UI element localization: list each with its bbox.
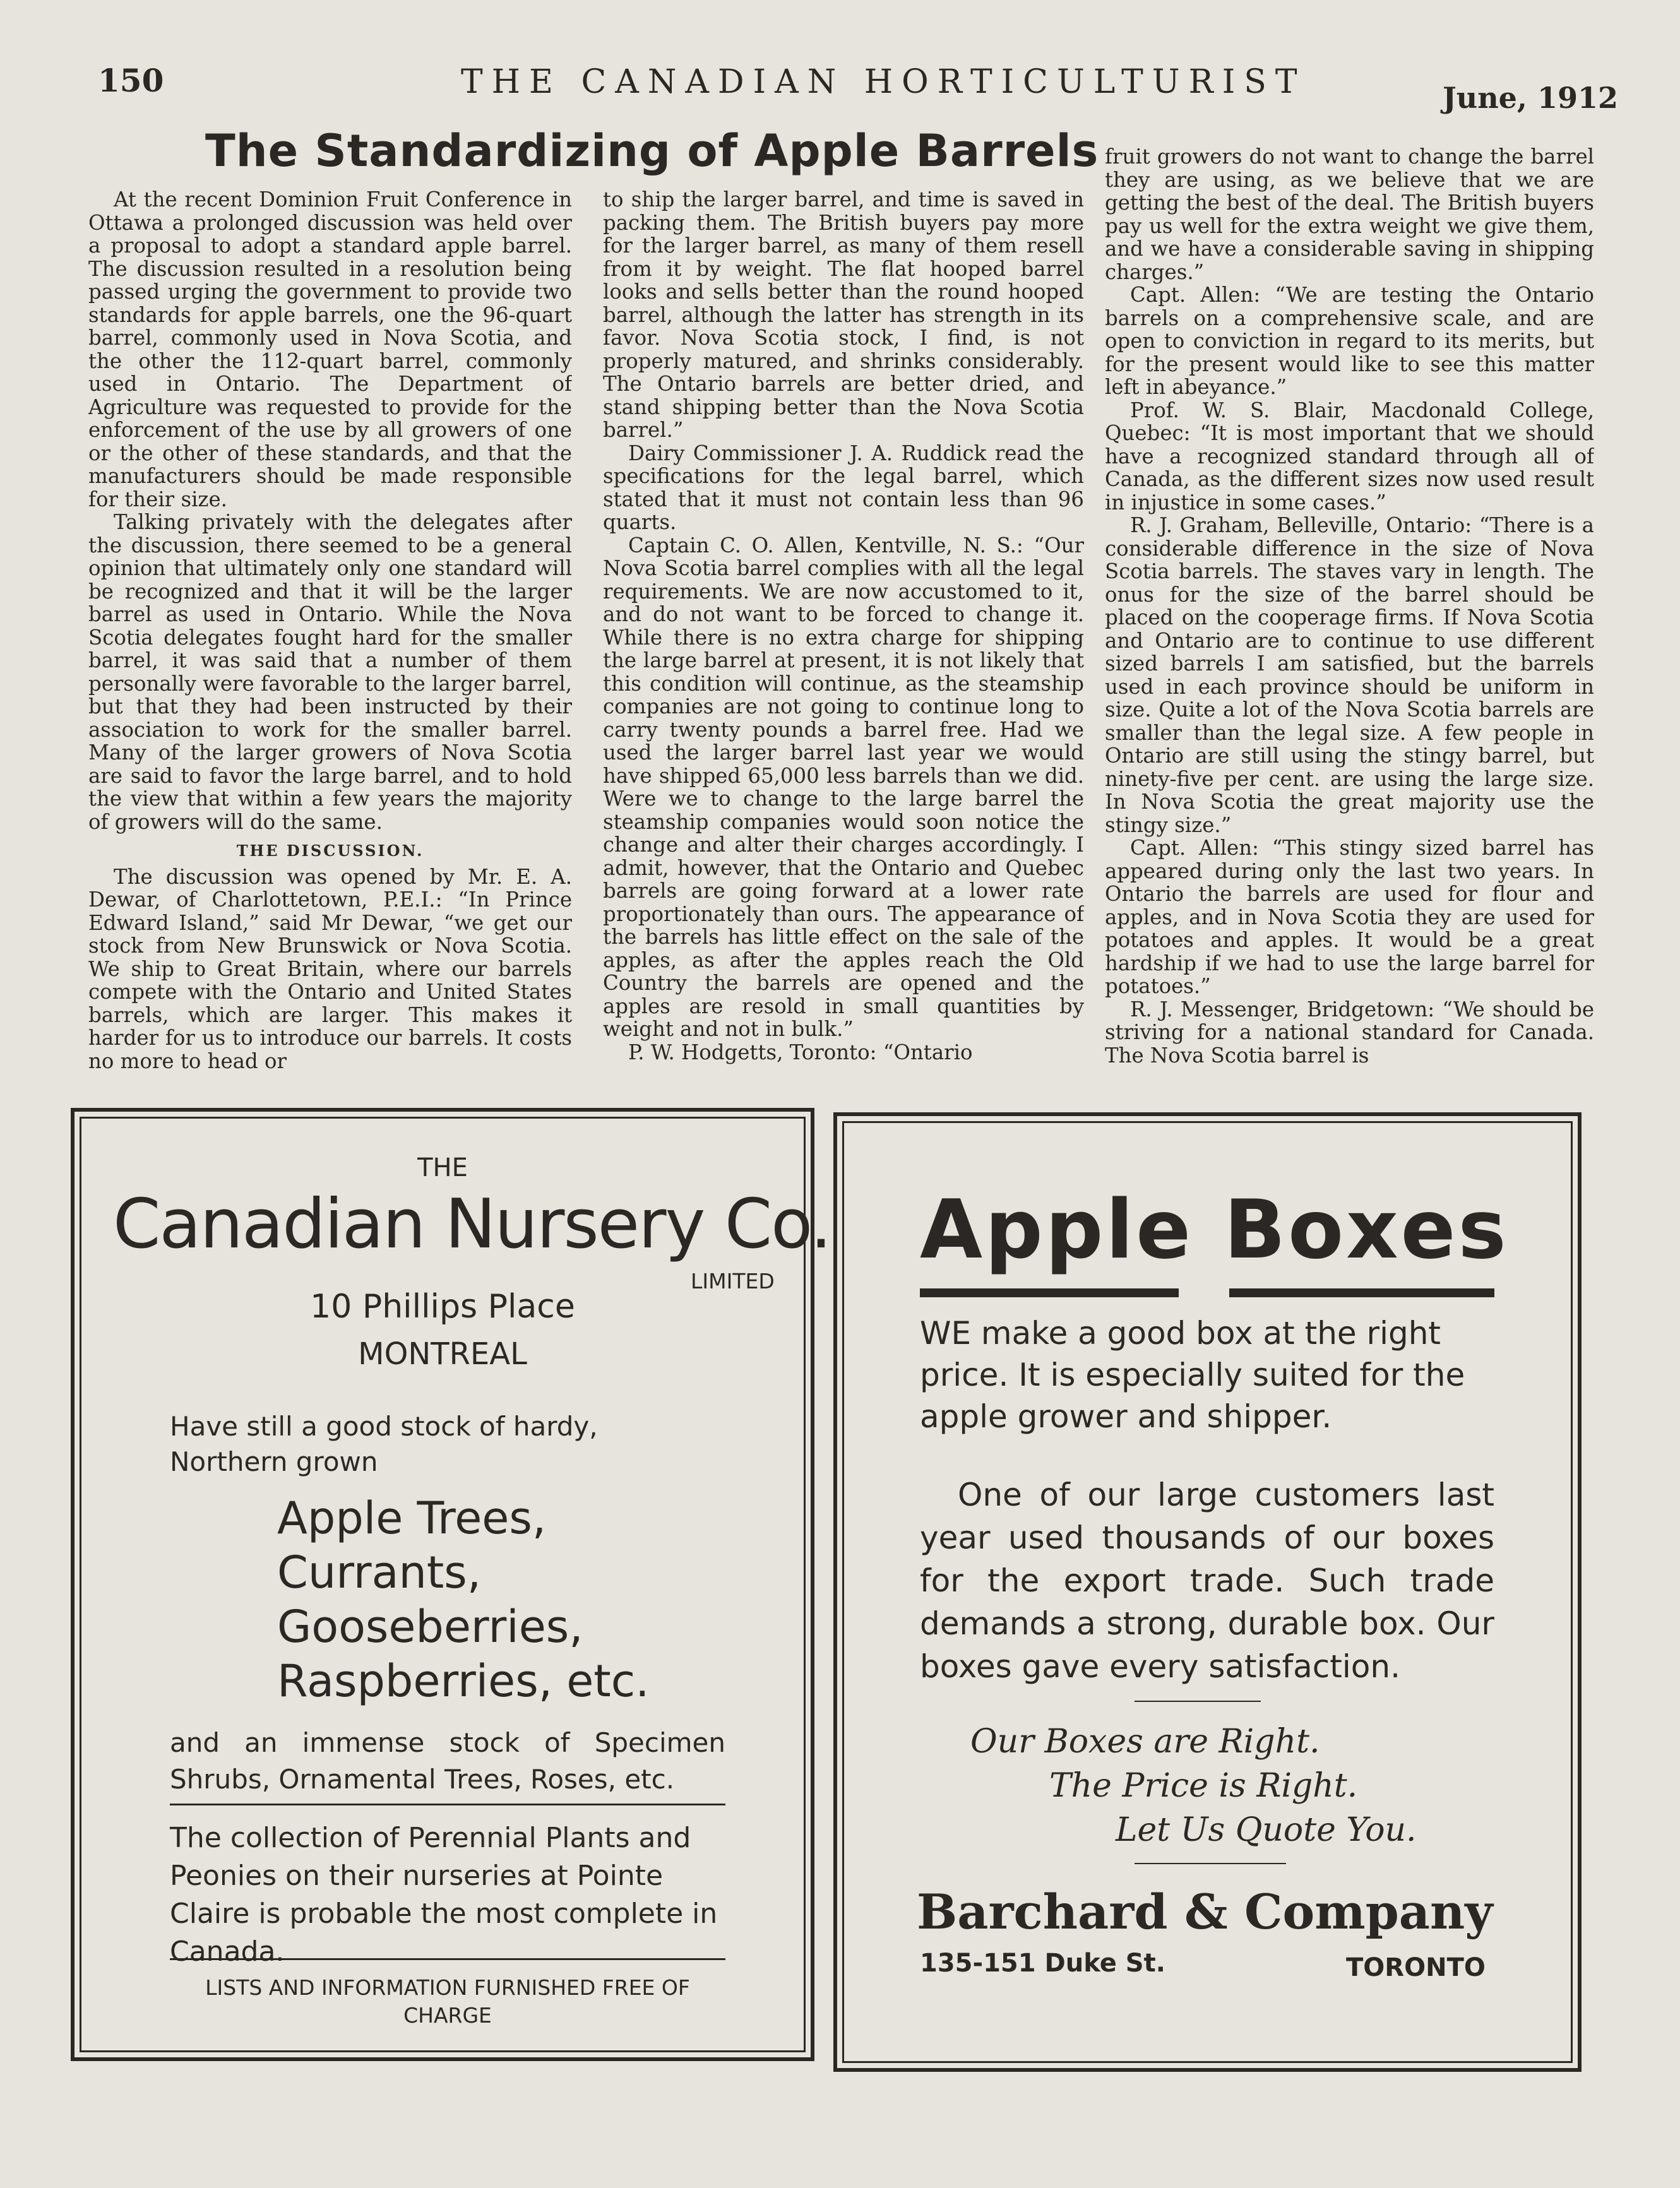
paragraph: to ship the larger barrel, and time is saved in packing them. The British buyers pay more for the larger barrel, as many of them resell from it by weight. The flat hooped barrel looks and sells better than the round hooped barrel, although the latter has strength in its favor. Nova Scotia stock, I find, is not properly matured, and shrinks considerably. The Ontario barrels are better dried, and stand shipping better than the Nova Scotia barrel.” [603, 188, 1084, 442]
ad-intro-text: Have still a good stock of hardy, Northern grown [170, 1411, 598, 1477]
ad-stock-text: and an immense stock of Specimen Shrubs, Ornamental Trees, Roses, etc. [170, 1727, 725, 1795]
paragraph: Capt. Allen: “This stingy sized barrel has appeared during only the last two years. In Ontario the barrels are used for flour and apples, and in Nova Scotia they are used for potatoes and apples. It would be a great hardship if we had to use the large barrel for potatoes.” [1105, 836, 1594, 998]
page-number: 150 [98, 62, 164, 99]
divider [1135, 1701, 1261, 1702]
paragraph: Capt. Allen: “We are testing the Ontario barrels on a comprehensive scale, and are open to conviction in regard to its merits, but for the present would like to see this matter left in abeyance.” [1105, 283, 1594, 399]
paragraph: R. J. Messenger, Bridgetown: “We should be striving for a national standard for Canada. The Nova Scotia barrel is [1105, 997, 1594, 1067]
headline-underline [1229, 1288, 1494, 1297]
article-title: The Standardizing of Apple Barrels [205, 125, 1099, 177]
divider [170, 1804, 725, 1805]
product-item: Raspberries, etc. [277, 1655, 650, 1707]
ad-pre-title: THE [417, 1153, 468, 1182]
divider [170, 1958, 725, 1960]
company-city: TORONTO [1346, 1953, 1486, 1982]
company-name: Canadian Nursery Co. [113, 1185, 831, 1264]
company-address: 10 Phillips Place [310, 1288, 575, 1326]
paragraph: Talking privately with the delegates after the discussion, there seemed to be a general opinion that ultimately only one standard will be recognized and that it will be the larger barrel as used in Ontario. While the Nova Scotia delegates fought hard for the smaller barrel, it was said that a number of them personally were favorable to the larger barrel, but that they had been instructed by their association to work for the smaller barrel. Many of the larger growers of Nova Scotia are said to favor the large barrel, and to hold the view that within a few years the majority of growers will do the same. [88, 510, 572, 834]
slogan-line: The Price is Right. [1049, 1767, 1358, 1805]
paragraph: fruit growers do not want to change the barrel they are using, as we believe that we are getting the best of the deal. The British buyers pay us well for the extra weight we give them, and we have a considerable saving in shipping charges.” [1105, 145, 1594, 284]
company-street: 135-151 Duke St. [920, 1949, 1165, 1978]
ad-footer-text: LISTS AND INFORMATION FURNISHED FREE OF CHARGE [205, 1975, 690, 2028]
divider [1135, 1863, 1286, 1864]
paragraph: Dairy Commissioner J. A. Ruddick read the specifications for the legal barrel, which stated that it must not contain less than 96 quarts. [603, 441, 1084, 534]
product-item: Gooseberries, [277, 1601, 583, 1653]
headline-underline [920, 1288, 1179, 1297]
product-list [277, 1491, 649, 1708]
paragraph: Captain C. O. Allen, Kentville, N. S.: “Our Nova Scotia barrel complies with all the legal requirements. We are now accustomed to it, and do not want to be forced to change it. While there is no extra charge for shipping the large barrel at present, it is not likely that this condition will continue, as the steamship companies are not going to continue long to carry twenty pounds a barrel free. Had we used the larger barrel last year we would have shipped 65,000 less barrels than we did. Were we to change to the large barrel the steamship companies would soon notice the change and alter their charges accordingly. I admit, however, that the Ontario and Quebec barrels are going forward at a lower rate proportionately than ours. The appearance of the barrels has little effect on the sale of the apples, as after the apples reach the Old Country the barrels are opened and the apples are resold in small quantities by weight and not in bulk.” [603, 533, 1084, 1041]
slogan-line: Our Boxes are Right. [970, 1723, 1320, 1761]
company-city: MONTREAL [358, 1336, 527, 1372]
ad-body-text: One of our large customers last year used thousands of our boxes for the export trade. Such trade demands a strong, durable box. Our boxes gave every satisfaction. [920, 1477, 1494, 1685]
article-column-1 [88, 188, 572, 1072]
company-name: Barchard & Company [917, 1884, 1493, 1940]
ad-body-text: WE make a good box at the right price. It is especially suited for the apple grower and shipper. [920, 1315, 1465, 1435]
ad-perennial-text: The collection of Perennial Plants and Peonies on their nurseries at Pointe Claire is probable the most complete in Canada. [170, 1822, 718, 1968]
masthead: THE CANADIAN HORTICULTURIST [461, 63, 1306, 101]
product-item: Currants, [277, 1547, 481, 1598]
ad-inner-border [80, 1117, 831, 2052]
company-suffix: LIMITED [691, 1269, 775, 1293]
section-subheading: THE DISCUSSION. [236, 841, 424, 860]
paragraph: Prof. W. S. Blair, Macdonald College, Quebec: “It is most important that we should have a recognized standard through all of Canada, as the different sizes now used result in injustice in some cases.” [1105, 398, 1594, 514]
paragraph: P. W. Hodgetts, Toronto: “Ontario [628, 1040, 973, 1064]
ad-headline: Apple Boxes [920, 1183, 1509, 1277]
slogan-line: Let Us Quote You. [1116, 1811, 1417, 1849]
nursery-advertisement [71, 1108, 831, 2061]
ad-inner-border [842, 1121, 1573, 2063]
paragraph: At the recent Dominion Fruit Conference in Ottawa a prolonged discussion was held over a proposal to adopt a standard apple barrel. The discussion resulted in a resolution being passed urging the government to provide two standards for apple barrels, one the 96-quart barrel, commonly used in Nova Scotia, and the other the 112-quart barrel, commonly used in Ontario. The Department of Agriculture was requested to provide for the enforcement of the use by all growers of one or the other of these standards, and that the manufacturers should be made responsible for their size. [88, 188, 572, 511]
article-column-3 [1105, 145, 1594, 1086]
paragraph: The discussion was opened by Mr. E. A. Dewar, of Charlottetown, P.E.I.: “In Prince Edward Island,” said Mr Dewar, “we get our stock from New Brunswick or Nova Scotia. We ship to Great Britain, where our barrels compete with the Ontario and United States barrels, which are larger. This makes it harder for us to introduce our barrels. It costs no more to head or [88, 864, 572, 1072]
issue-date: June, 1912 [1443, 81, 1618, 115]
apple-boxes-advertisement [833, 1112, 1582, 2072]
product-item: Apple Trees, [277, 1492, 547, 1544]
article-column-2 [603, 188, 1084, 1085]
paragraph: R. J. Graham, Belleville, Ontario: “There is a considerable difference in the size of Nova Scotia barrels. The staves vary in length. The onus for the size of the barrel should be placed on the cooperage firms. If Nova Scotia and Ontario are to continue to use different sized barrels I am satisfied, but the barrels used in each province should be uniform in size. Quite a lot of the Nova Scotia barrels are smaller than the legal size. A few people in Ontario are still using the stingy barrel, but ninety-five per cent. are using the large size. In Nova Scotia the great majority use the stingy size.” [1105, 513, 1594, 837]
